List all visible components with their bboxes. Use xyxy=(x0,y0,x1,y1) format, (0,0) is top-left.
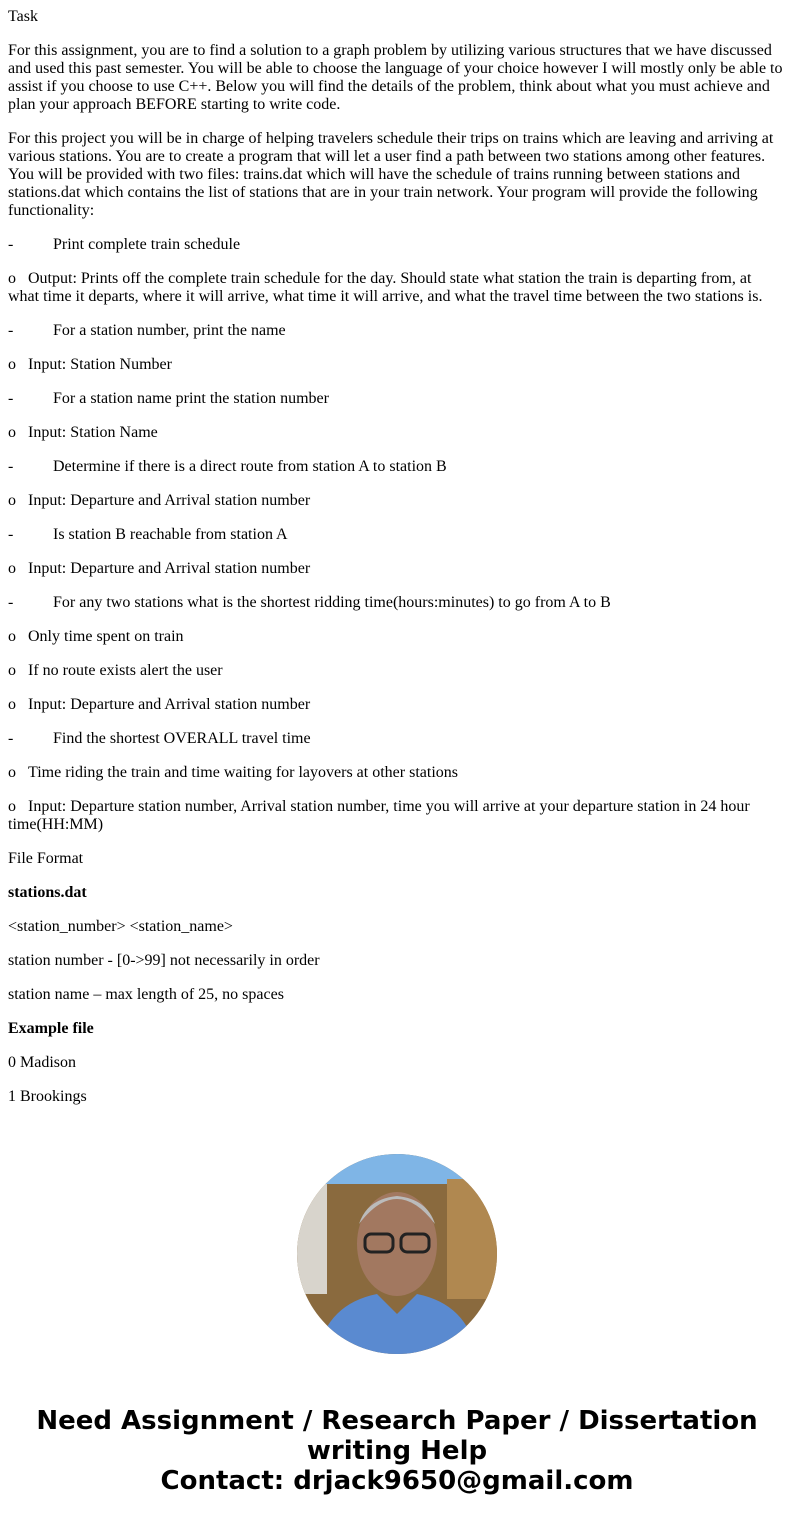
promo-banner xyxy=(8,1406,786,1496)
bullet-marker: - xyxy=(8,390,14,407)
requirement-item xyxy=(8,236,786,254)
item-text: For any two stations what is the shortest ridding time(hours:minutes) to go from A to B xyxy=(53,594,611,611)
name-rule: station name – max length of 25, no spaces xyxy=(8,986,284,1003)
example-line: 1 Brookings xyxy=(8,1088,87,1105)
requirement-item xyxy=(8,730,786,748)
bullet-marker: - xyxy=(8,594,14,611)
promo-line-1: Need Assignment / Research Paper / Dissertation writing Help xyxy=(36,1406,758,1466)
bullet-marker: o xyxy=(8,764,16,781)
requirement-subitem xyxy=(8,628,786,646)
item-text: Input: Departure and Arrival station number xyxy=(28,696,311,713)
item-text: Only time spent on train xyxy=(28,628,184,645)
stations-file-title xyxy=(8,884,786,902)
item-text: Input: Departure and Arrival station number xyxy=(28,492,311,509)
item-text: Input: Station Number xyxy=(28,356,172,373)
bullet-marker: o xyxy=(8,628,16,645)
bullet-marker: - xyxy=(8,730,14,747)
requirement-subitem xyxy=(8,560,786,578)
example-line: 0 Madison xyxy=(8,1054,76,1071)
bullet-marker: - xyxy=(8,322,14,339)
example-title-text: Example file xyxy=(8,1020,94,1037)
promo-contact: Contact: drjack9650@gmail.com xyxy=(160,1466,634,1496)
bullet-marker: o xyxy=(8,662,16,679)
bullet-marker: o xyxy=(8,270,16,287)
requirement-subitem xyxy=(8,798,786,834)
item-text: Output: Prints off the complete train schedule for the day. Should state what station the train is departing from, at what time it departs, where it will arrive, what time it will arrive, and what the travel time between the two stations is. xyxy=(8,270,763,305)
requirement-item xyxy=(8,390,786,408)
item-text: For a station name print the station number xyxy=(53,390,329,407)
requirement-subitem xyxy=(8,696,786,714)
requirement-subitem xyxy=(8,764,786,782)
intro-paragraph-1: For this assignment, you are to find a solution to a graph problem by utilizing various structures that we have discussed and used this past semester. You will be able to choose the language of your choice however I will mostly only be able to assist if you choose to use C++. Below you will find the details of the problem, think about what you must achieve and plan your approach BEFORE starting to write code. xyxy=(8,42,783,113)
intro-paragraph-2: For this project you will be in charge of helping travelers schedule their trips on trains which are leaving and arriving at various stations. You are to create a program that will let a user find a path between two stations among other features. You will be provided with two files: trains.dat which will have the schedule of trains running between stations and stations.dat which contains the list of stations that are in your train network. Your program will provide the following functionality: xyxy=(8,130,774,219)
requirement-item xyxy=(8,526,786,544)
item-text: Print complete train schedule xyxy=(53,236,241,253)
bullet-marker: - xyxy=(8,526,14,543)
requirement-subitem xyxy=(8,270,786,306)
item-text: Is station B reachable from station A xyxy=(53,526,288,543)
requirements-list xyxy=(8,236,786,834)
item-text: For a station number, print the name xyxy=(53,322,286,339)
item-text: If no route exists alert the user xyxy=(28,662,223,679)
requirement-item xyxy=(8,322,786,340)
requirement-subitem xyxy=(8,424,786,442)
requirement-item xyxy=(8,594,786,612)
bullet-marker: - xyxy=(8,458,14,475)
requirement-subitem xyxy=(8,662,786,680)
item-text: Input: Departure station number, Arrival station number, time you will arrive at your departure station in 24 hour time(HH:MM) xyxy=(8,798,750,833)
bullet-marker: o xyxy=(8,356,16,373)
requirement-subitem xyxy=(8,356,786,374)
number-rule: station number - [0->99] not necessarily in order xyxy=(8,952,320,969)
file-format-title: File Format xyxy=(8,850,84,867)
item-text: Time riding the train and time waiting for layovers at other stations xyxy=(28,764,458,781)
task-heading: Task xyxy=(8,8,38,25)
bullet-marker: o xyxy=(8,798,16,815)
author-photo xyxy=(297,1154,497,1354)
format-line: <station_number> <station_name> xyxy=(8,918,233,935)
example-title xyxy=(8,1020,786,1038)
bullet-marker: o xyxy=(8,696,16,713)
author-photo-container xyxy=(8,1154,786,1354)
bullet-marker: - xyxy=(8,236,14,253)
bullet-marker: o xyxy=(8,492,16,509)
item-text: Determine if there is a direct route from station A to station B xyxy=(53,458,447,475)
bullet-marker: o xyxy=(8,560,16,577)
item-text: Find the shortest OVERALL travel time xyxy=(53,730,311,747)
requirement-subitem xyxy=(8,492,786,510)
item-text: Input: Departure and Arrival station number xyxy=(28,560,311,577)
bullet-marker: o xyxy=(8,424,16,441)
stations-file-name: stations.dat xyxy=(8,884,87,901)
item-text: Input: Station Name xyxy=(28,424,158,441)
requirement-item xyxy=(8,458,786,476)
